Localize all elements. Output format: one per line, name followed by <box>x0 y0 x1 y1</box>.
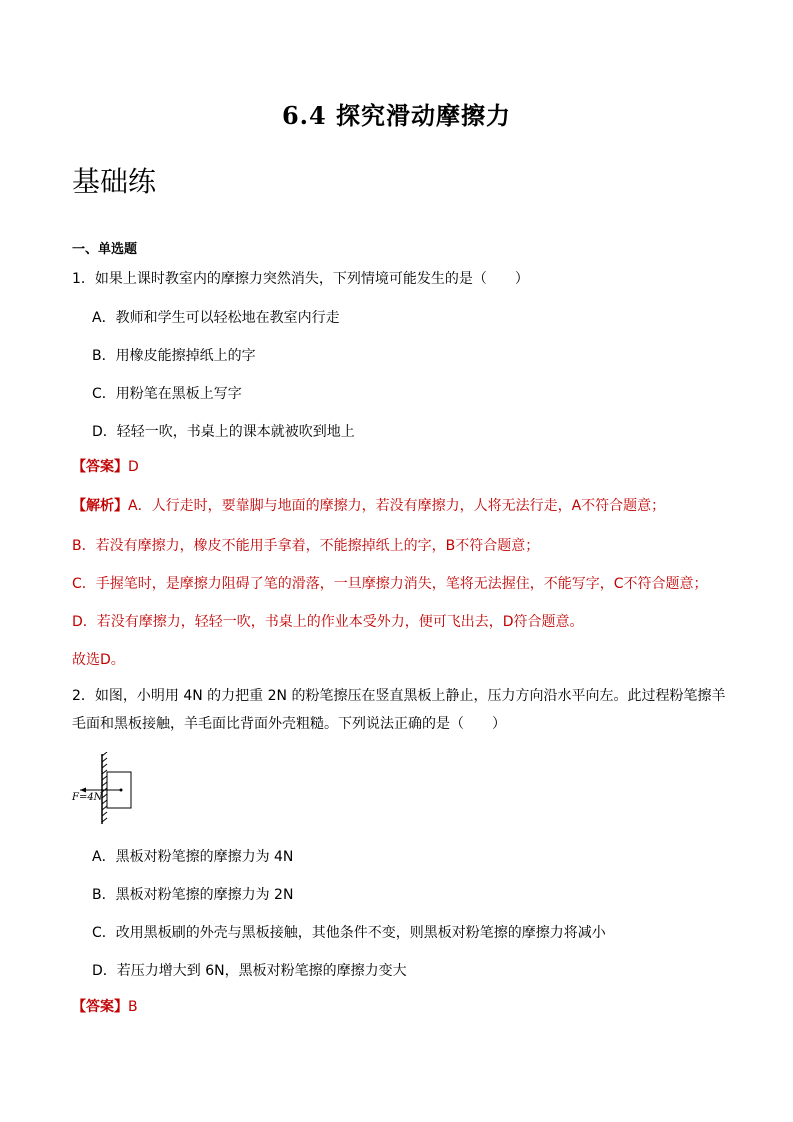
question-2-option-b: B．黑板对粉笔擦的摩擦力为 2N <box>92 887 294 903</box>
question-1-analysis-d: D．若没有摩擦力，轻轻一吹，书桌上的作业本受外力，便可飞出去，D符合题意。 <box>72 614 584 630</box>
analysis-label: 【解析】 <box>72 498 128 514</box>
question-1-answer <box>72 458 139 476</box>
question-1-analysis-b: B．若没有摩擦力，橡皮不能用手拿着，不能擦掉纸上的字，B不符合题意； <box>72 538 540 554</box>
question-2-stem-line-2: 毛面和黑板接触，羊毛面比背面外壳粗糙。下列说法正确的是（ ） <box>72 716 506 732</box>
page-title: 6.4 探究滑动摩擦力 <box>281 101 512 130</box>
section-heading: 基础练 <box>72 165 157 198</box>
question-2-option-d: D．若压力增大到 6N，黑板对粉笔擦的摩擦力变大 <box>92 963 407 979</box>
question-2-stem-line-1: 2．如图，小明用 4N 的力把重 2N 的粉笔擦压在竖直黑板上静止，压力方向沿水平向左。此过程粉笔擦羊 <box>72 688 726 704</box>
answer-value: B <box>128 999 138 1015</box>
answer-label: 【答案】 <box>72 999 128 1015</box>
answer-label: 【答案】 <box>72 459 128 475</box>
answer-value: D <box>128 459 139 475</box>
force-label: F=4N <box>72 792 103 803</box>
analysis-line: A．人行走时，要靠脚与地面的摩擦力，若没有摩擦力，人将无法行走，A不符合题意； <box>128 498 666 514</box>
question-1-option-b: B．用橡皮能擦掉纸上的字 <box>92 348 256 364</box>
subsection-heading: 一、单选题 <box>72 242 138 257</box>
question-1-option-c: C．用粉笔在黑板上写字 <box>92 386 242 402</box>
question-1-analysis-c: C．手握笔时，是摩擦力阻碍了笔的滑落，一旦摩擦力消失，笔将无法握住，不能写字，C不符合题意； <box>72 576 708 592</box>
question-1-stem: 1．如果上课时教室内的摩擦力突然消失，下列情境可能发生的是（ ） <box>72 271 529 287</box>
force-diagram <box>70 752 140 832</box>
question-1-conclusion: 故选D。 <box>72 652 125 668</box>
question-1-analysis-a <box>72 497 665 515</box>
force-application-point <box>120 789 123 792</box>
question-2-option-a: A．黑板对粉笔擦的摩擦力为 4N <box>92 849 294 865</box>
question-2-option-c: C．改用黑板刷的外壳与黑板接触，其他条件不变，则黑板对粉笔擦的摩擦力将减小 <box>92 925 606 941</box>
question-1-option-a: A．教师和学生可以轻松地在教室内行走 <box>92 310 340 326</box>
question-1-option-d: D．轻轻一吹，书桌上的课本就被吹到地上 <box>92 424 355 440</box>
question-2-answer <box>72 998 138 1016</box>
